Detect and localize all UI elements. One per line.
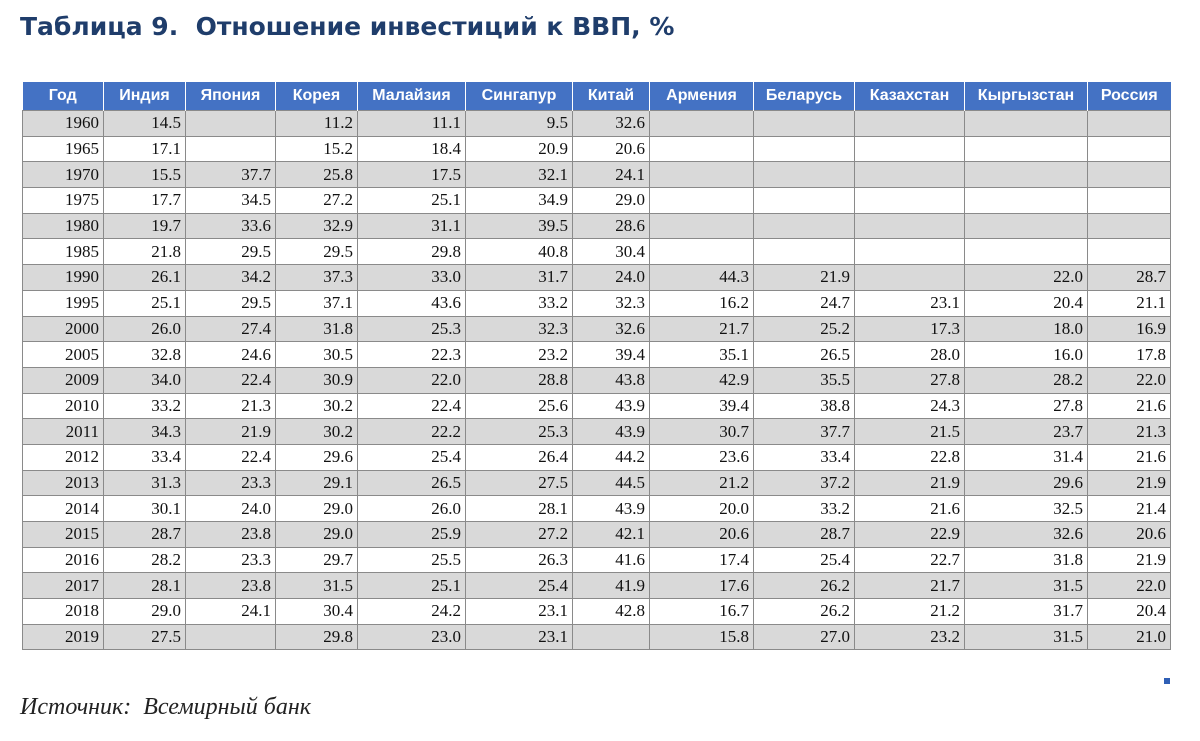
value-cell: 33.6 [186, 213, 276, 239]
value-cell: 27.2 [276, 188, 358, 214]
value-cell: 39.5 [466, 213, 573, 239]
value-cell: 25.6 [466, 393, 573, 419]
value-cell: 35.5 [754, 367, 855, 393]
value-cell: 32.6 [573, 111, 650, 137]
value-cell: 25.4 [358, 444, 466, 470]
value-cell: 32.6 [573, 316, 650, 342]
table-row [23, 573, 1171, 599]
year-cell: 2012 [23, 444, 104, 470]
table-body [23, 111, 1171, 650]
value-cell: 16.2 [650, 290, 754, 316]
table-row [23, 342, 1171, 368]
value-cell [965, 188, 1088, 214]
value-cell: 28.0 [855, 342, 965, 368]
value-cell: 21.0 [1088, 624, 1171, 650]
year-cell: 1975 [23, 188, 104, 214]
value-cell: 39.4 [650, 393, 754, 419]
value-cell: 18.0 [965, 316, 1088, 342]
value-cell: 16.7 [650, 599, 754, 625]
year-cell: 2000 [23, 316, 104, 342]
value-cell: 44.2 [573, 444, 650, 470]
value-cell: 17.7 [104, 188, 186, 214]
value-cell: 26.2 [754, 573, 855, 599]
value-cell: 43.9 [573, 496, 650, 522]
value-cell: 21.2 [650, 470, 754, 496]
table-row [23, 393, 1171, 419]
value-cell: 42.8 [573, 599, 650, 625]
value-cell: 30.5 [276, 342, 358, 368]
year-cell: 2017 [23, 573, 104, 599]
value-cell: 19.7 [104, 213, 186, 239]
year-cell: 2015 [23, 522, 104, 548]
value-cell: 44.5 [573, 470, 650, 496]
value-cell: 11.1 [358, 111, 466, 137]
value-cell: 22.3 [358, 342, 466, 368]
value-cell: 25.3 [466, 419, 573, 445]
value-cell: 33.2 [754, 496, 855, 522]
value-cell: 22.0 [358, 367, 466, 393]
table-row [23, 213, 1171, 239]
value-cell: 20.0 [650, 496, 754, 522]
year-cell: 1990 [23, 265, 104, 291]
table-row [23, 188, 1171, 214]
value-cell: 37.2 [754, 470, 855, 496]
value-cell: 33.0 [358, 265, 466, 291]
value-cell: 29.5 [186, 239, 276, 265]
value-cell: 29.5 [276, 239, 358, 265]
value-cell [754, 188, 855, 214]
column-header: Казахстан [855, 82, 965, 111]
column-header: Армения [650, 82, 754, 111]
value-cell: 41.9 [573, 573, 650, 599]
value-cell: 22.8 [855, 444, 965, 470]
value-cell: 22.0 [965, 265, 1088, 291]
column-header: Корея [276, 82, 358, 111]
value-cell: 31.7 [965, 599, 1088, 625]
value-cell: 30.4 [573, 239, 650, 265]
column-header: Китай [573, 82, 650, 111]
value-cell: 31.1 [358, 213, 466, 239]
value-cell: 20.9 [466, 136, 573, 162]
year-cell: 2014 [23, 496, 104, 522]
year-cell: 1985 [23, 239, 104, 265]
value-cell: 22.0 [1088, 367, 1171, 393]
table-row [23, 547, 1171, 573]
value-cell [965, 111, 1088, 137]
value-cell [965, 136, 1088, 162]
value-cell: 22.4 [358, 393, 466, 419]
resize-handle [1164, 678, 1170, 684]
value-cell: 21.7 [855, 573, 965, 599]
value-cell: 43.9 [573, 393, 650, 419]
value-cell: 23.1 [466, 599, 573, 625]
value-cell: 21.9 [855, 470, 965, 496]
column-header: Сингапур [466, 82, 573, 111]
value-cell: 26.3 [466, 547, 573, 573]
value-cell: 26.4 [466, 444, 573, 470]
value-cell [855, 162, 965, 188]
value-cell [573, 624, 650, 650]
value-cell: 28.7 [1088, 265, 1171, 291]
value-cell: 33.2 [104, 393, 186, 419]
value-cell: 29.6 [965, 470, 1088, 496]
value-cell: 23.8 [186, 522, 276, 548]
value-cell: 37.7 [754, 419, 855, 445]
value-cell [1088, 213, 1171, 239]
year-cell: 2016 [23, 547, 104, 573]
value-cell: 24.3 [855, 393, 965, 419]
value-cell: 28.2 [965, 367, 1088, 393]
value-cell: 42.1 [573, 522, 650, 548]
value-cell: 21.5 [855, 419, 965, 445]
value-cell: 38.8 [754, 393, 855, 419]
value-cell: 26.5 [358, 470, 466, 496]
year-cell: 1965 [23, 136, 104, 162]
value-cell: 21.1 [1088, 290, 1171, 316]
value-cell: 31.7 [466, 265, 573, 291]
table-row [23, 162, 1171, 188]
value-cell: 27.8 [855, 367, 965, 393]
value-cell: 31.5 [276, 573, 358, 599]
value-cell: 29.0 [276, 496, 358, 522]
value-cell [650, 239, 754, 265]
value-cell: 22.4 [186, 444, 276, 470]
value-cell [1088, 111, 1171, 137]
value-cell: 21.7 [650, 316, 754, 342]
value-cell: 21.6 [855, 496, 965, 522]
table-row [23, 265, 1171, 291]
value-cell: 24.0 [573, 265, 650, 291]
table-row [23, 239, 1171, 265]
value-cell: 20.6 [573, 136, 650, 162]
value-cell: 32.5 [965, 496, 1088, 522]
value-cell: 37.3 [276, 265, 358, 291]
value-cell [754, 239, 855, 265]
table-row [23, 624, 1171, 650]
value-cell: 23.2 [855, 624, 965, 650]
value-cell [855, 213, 965, 239]
value-cell: 33.4 [754, 444, 855, 470]
column-header: Кыргызстан [965, 82, 1088, 111]
value-cell: 30.9 [276, 367, 358, 393]
value-cell: 29.8 [276, 624, 358, 650]
value-cell [855, 111, 965, 137]
value-cell: 29.6 [276, 444, 358, 470]
column-header: Год [23, 82, 104, 111]
year-cell: 2013 [23, 470, 104, 496]
value-cell: 24.7 [754, 290, 855, 316]
value-cell: 33.4 [104, 444, 186, 470]
value-cell: 28.6 [573, 213, 650, 239]
value-cell: 21.9 [1088, 470, 1171, 496]
table-row [23, 367, 1171, 393]
value-cell: 44.3 [650, 265, 754, 291]
value-cell: 27.2 [466, 522, 573, 548]
value-cell: 30.1 [104, 496, 186, 522]
value-cell [855, 136, 965, 162]
table-row [23, 290, 1171, 316]
year-cell: 1980 [23, 213, 104, 239]
value-cell: 27.5 [104, 624, 186, 650]
value-cell: 20.4 [1088, 599, 1171, 625]
value-cell [754, 162, 855, 188]
value-cell: 11.2 [276, 111, 358, 137]
value-cell: 42.9 [650, 367, 754, 393]
value-cell [650, 188, 754, 214]
value-cell: 17.6 [650, 573, 754, 599]
value-cell: 28.2 [104, 547, 186, 573]
value-cell [650, 162, 754, 188]
value-cell: 29.1 [276, 470, 358, 496]
column-header: Япония [186, 82, 276, 111]
value-cell: 32.3 [466, 316, 573, 342]
value-cell: 21.6 [1088, 444, 1171, 470]
value-cell: 23.8 [186, 573, 276, 599]
value-cell: 40.8 [466, 239, 573, 265]
value-cell: 17.3 [855, 316, 965, 342]
value-cell: 25.3 [358, 316, 466, 342]
value-cell [186, 624, 276, 650]
value-cell: 31.5 [965, 573, 1088, 599]
value-cell: 16.0 [965, 342, 1088, 368]
value-cell: 27.4 [186, 316, 276, 342]
value-cell: 20.4 [965, 290, 1088, 316]
value-cell [855, 265, 965, 291]
value-cell [965, 213, 1088, 239]
value-cell: 14.5 [104, 111, 186, 137]
value-cell: 29.0 [276, 522, 358, 548]
value-cell: 17.4 [650, 547, 754, 573]
value-cell: 23.6 [650, 444, 754, 470]
value-cell: 15.8 [650, 624, 754, 650]
value-cell: 17.8 [1088, 342, 1171, 368]
investment-gdp-table [22, 82, 1171, 650]
table-row [23, 444, 1171, 470]
value-cell: 26.0 [358, 496, 466, 522]
value-cell: 9.5 [466, 111, 573, 137]
value-cell: 21.3 [186, 393, 276, 419]
value-cell: 25.1 [358, 188, 466, 214]
value-cell: 34.2 [186, 265, 276, 291]
value-cell: 32.3 [573, 290, 650, 316]
value-cell [186, 136, 276, 162]
column-header: Беларусь [754, 82, 855, 111]
value-cell: 39.4 [573, 342, 650, 368]
value-cell: 25.2 [754, 316, 855, 342]
value-cell: 24.6 [186, 342, 276, 368]
table-row [23, 316, 1171, 342]
value-cell: 31.4 [965, 444, 1088, 470]
value-cell: 23.0 [358, 624, 466, 650]
value-cell: 24.1 [573, 162, 650, 188]
source-note: Источник: Всемирный банк [20, 694, 311, 720]
value-cell: 41.6 [573, 547, 650, 573]
table-row [23, 496, 1171, 522]
value-cell: 29.0 [573, 188, 650, 214]
value-cell: 34.3 [104, 419, 186, 445]
value-cell: 43.8 [573, 367, 650, 393]
value-cell [754, 136, 855, 162]
value-cell: 30.2 [276, 393, 358, 419]
year-cell: 2005 [23, 342, 104, 368]
table-row [23, 419, 1171, 445]
value-cell [754, 111, 855, 137]
value-cell: 21.8 [104, 239, 186, 265]
value-cell: 20.6 [650, 522, 754, 548]
value-cell: 21.3 [1088, 419, 1171, 445]
value-cell: 43.9 [573, 419, 650, 445]
value-cell: 23.7 [965, 419, 1088, 445]
value-cell: 30.2 [276, 419, 358, 445]
value-cell: 27.0 [754, 624, 855, 650]
column-header: Индия [104, 82, 186, 111]
value-cell: 30.4 [276, 599, 358, 625]
value-cell: 31.8 [276, 316, 358, 342]
value-cell: 37.1 [276, 290, 358, 316]
value-cell: 27.5 [466, 470, 573, 496]
value-cell: 22.2 [358, 419, 466, 445]
table-row [23, 111, 1171, 137]
value-cell: 28.8 [466, 367, 573, 393]
value-cell: 32.6 [965, 522, 1088, 548]
value-cell: 22.4 [186, 367, 276, 393]
value-cell: 21.6 [1088, 393, 1171, 419]
value-cell: 15.2 [276, 136, 358, 162]
year-cell: 2019 [23, 624, 104, 650]
table-row [23, 470, 1171, 496]
value-cell: 28.1 [104, 573, 186, 599]
year-cell: 2010 [23, 393, 104, 419]
value-cell: 32.9 [276, 213, 358, 239]
value-cell: 25.4 [466, 573, 573, 599]
value-cell: 26.5 [754, 342, 855, 368]
column-header: Россия [1088, 82, 1171, 111]
value-cell: 25.1 [358, 573, 466, 599]
value-cell: 21.9 [754, 265, 855, 291]
value-cell: 24.2 [358, 599, 466, 625]
value-cell: 31.5 [965, 624, 1088, 650]
value-cell: 22.0 [1088, 573, 1171, 599]
value-cell: 26.0 [104, 316, 186, 342]
value-cell: 27.8 [965, 393, 1088, 419]
value-cell: 17.5 [358, 162, 466, 188]
value-cell: 32.8 [104, 342, 186, 368]
value-cell: 23.3 [186, 470, 276, 496]
value-cell: 24.0 [186, 496, 276, 522]
value-cell: 37.7 [186, 162, 276, 188]
value-cell: 28.7 [104, 522, 186, 548]
value-cell: 24.1 [186, 599, 276, 625]
value-cell: 22.7 [855, 547, 965, 573]
year-cell: 2018 [23, 599, 104, 625]
value-cell: 23.3 [186, 547, 276, 573]
value-cell: 29.7 [276, 547, 358, 573]
value-cell: 29.0 [104, 599, 186, 625]
column-header: Малайзия [358, 82, 466, 111]
value-cell: 21.9 [1088, 547, 1171, 573]
value-cell: 23.2 [466, 342, 573, 368]
value-cell: 26.2 [754, 599, 855, 625]
value-cell: 25.8 [276, 162, 358, 188]
value-cell [1088, 239, 1171, 265]
value-cell: 18.4 [358, 136, 466, 162]
value-cell [855, 188, 965, 214]
year-cell: 1960 [23, 111, 104, 137]
value-cell: 25.9 [358, 522, 466, 548]
value-cell: 43.6 [358, 290, 466, 316]
value-cell [965, 239, 1088, 265]
table-title: Таблица 9. Отношение инвестиций к ВВП, % [20, 12, 675, 41]
value-cell: 26.1 [104, 265, 186, 291]
value-cell: 34.0 [104, 367, 186, 393]
value-cell [754, 213, 855, 239]
table-header-row [23, 82, 1171, 111]
year-cell: 1995 [23, 290, 104, 316]
value-cell: 31.3 [104, 470, 186, 496]
value-cell [650, 111, 754, 137]
value-cell: 21.9 [186, 419, 276, 445]
value-cell [1088, 188, 1171, 214]
value-cell [1088, 162, 1171, 188]
value-cell [186, 111, 276, 137]
year-cell: 2009 [23, 367, 104, 393]
value-cell: 23.1 [466, 624, 573, 650]
value-cell: 21.2 [855, 599, 965, 625]
value-cell [965, 162, 1088, 188]
table-row [23, 136, 1171, 162]
year-cell: 2011 [23, 419, 104, 445]
value-cell: 31.8 [965, 547, 1088, 573]
value-cell: 29.5 [186, 290, 276, 316]
value-cell: 21.4 [1088, 496, 1171, 522]
value-cell: 20.6 [1088, 522, 1171, 548]
value-cell [1088, 136, 1171, 162]
value-cell: 25.1 [104, 290, 186, 316]
value-cell: 34.9 [466, 188, 573, 214]
value-cell: 28.7 [754, 522, 855, 548]
value-cell: 15.5 [104, 162, 186, 188]
value-cell: 23.1 [855, 290, 965, 316]
value-cell [650, 213, 754, 239]
value-cell: 22.9 [855, 522, 965, 548]
value-cell: 29.8 [358, 239, 466, 265]
value-cell: 33.2 [466, 290, 573, 316]
value-cell [855, 239, 965, 265]
value-cell: 35.1 [650, 342, 754, 368]
value-cell: 28.1 [466, 496, 573, 522]
value-cell: 30.7 [650, 419, 754, 445]
value-cell: 32.1 [466, 162, 573, 188]
value-cell [650, 136, 754, 162]
value-cell: 25.5 [358, 547, 466, 573]
table-row [23, 522, 1171, 548]
value-cell: 34.5 [186, 188, 276, 214]
value-cell: 16.9 [1088, 316, 1171, 342]
table-row [23, 599, 1171, 625]
value-cell: 25.4 [754, 547, 855, 573]
value-cell: 17.1 [104, 136, 186, 162]
year-cell: 1970 [23, 162, 104, 188]
